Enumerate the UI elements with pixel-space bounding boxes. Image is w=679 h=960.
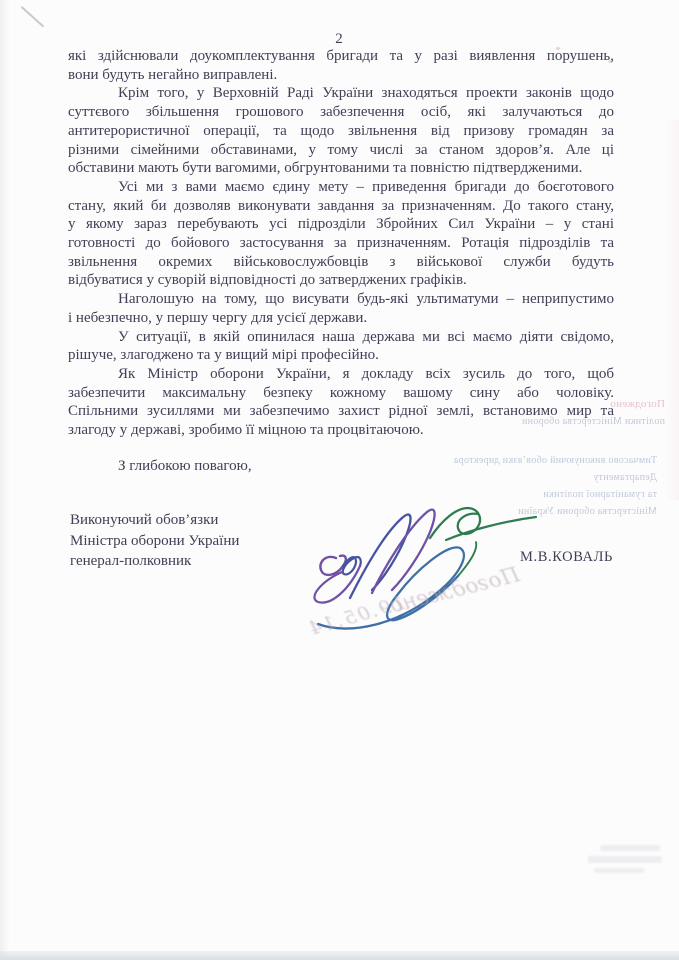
body-line: У ситуації, в якій опинилася наша держава ми всі маємо діяти свідомо,	[118, 328, 614, 345]
body-line: антитерористичної операції, та щодо звільнення від призову громадян за	[68, 122, 614, 139]
bleed-through-handwriting: Погоджено	[386, 562, 522, 618]
signer-title-block	[70, 510, 239, 572]
body-line: суттєвого збільшення грошового забезпечення осіб, які залучаються до	[68, 104, 614, 121]
scan-right-edge-tint	[665, 120, 679, 500]
signer-title-line: генерал-полковник	[70, 553, 192, 569]
bleed-through-line: Погоджено	[610, 398, 665, 410]
bleed-through-official-block	[407, 452, 657, 520]
body-line: Як Міністр оборони України, я докладу всіх зусиль до того, щоб	[118, 365, 614, 382]
body-line: злагоду у державі, зробимо її міцною та процвітаючою.	[68, 422, 424, 439]
body-line: і небезпечно, у першу чергу для усієї держави.	[68, 309, 368, 326]
bleed-through-handwriting: 19.05.14	[304, 591, 408, 641]
signer-title-line: Міністра оборони України	[70, 532, 240, 549]
bleed-through-stamp	[588, 845, 666, 891]
bleed-through-line: та гуманітарної політики	[543, 489, 657, 500]
body-line: звільнення окремих військовослужбовців з військової служби будуть	[68, 253, 614, 270]
body-line: відбуватися у суворій відповідності до затверджених графіків.	[68, 272, 467, 289]
body-line: у якому зараз перебувають усі підрозділи Збройних Сил України – у стані	[68, 216, 614, 233]
stamp-ghost-mark	[588, 856, 662, 863]
scan-bottom-edge	[0, 951, 679, 960]
bleed-through-line: Тимчасово виконуючий обов’язки директора Департаменту	[453, 455, 657, 483]
signature-stroke	[458, 542, 476, 576]
body-line: забезпечити максимальну безпеку кожному вашому сину або чоловіку.	[68, 384, 614, 401]
bleed-through-approval-note	[445, 396, 665, 430]
body-line: Спільними зусиллями ми забезпечимо захист рідної землі, встановимо мир та	[68, 403, 614, 420]
scan-left-edge-shading	[0, 0, 10, 960]
body-line: Наголошую на тому, що висувати будь-які ультиматуми – неприпустимо	[118, 291, 614, 308]
body-line: готовності до бойового застосування за призначенням. Ротація підрозділів та	[68, 235, 614, 252]
stamp-ghost-mark	[600, 845, 660, 851]
page-number: 2	[335, 31, 344, 47]
body-line: рішуче, злагоджено та у вищий мірі професійно.	[68, 347, 379, 364]
signature-stroke	[350, 514, 411, 598]
body-line: які здійснювали доукомплектування бригади та у разі виявлення порушень,	[68, 48, 614, 64]
body-line: стану, який би дозволяв виконувати завдання за призначенням. До такого стану,	[68, 197, 614, 214]
bleed-through-line: політики Міністерства оборони	[521, 416, 665, 427]
body-line: вони будуть негайно виправлені.	[68, 66, 278, 83]
stamp-ghost-mark	[594, 868, 644, 873]
signer-name: М.В.КОВАЛЬ	[520, 549, 613, 565]
body-line: різними сімейними обставинами, у тому числі за станом здоров’я. Але ці	[68, 141, 614, 158]
body-line: Крім того, у Верховній Раді України знаходяться проекти законів щодо	[118, 85, 614, 102]
body-line: обставини мають бути вагомими, обгрунтованими та повністю підтвердженими.	[68, 160, 583, 177]
closing-salutation: З глибокою повагою,	[118, 458, 252, 474]
corner-fold-mark	[21, 6, 45, 28]
letter-body	[68, 47, 614, 440]
bleed-through-line: Міністерства оборони України	[517, 506, 657, 517]
signer-title-line: Виконуючий обов’язки	[70, 512, 219, 528]
body-line: Усі ми з вами маємо єдину мету – приведення бригади до боєготового	[118, 178, 614, 195]
